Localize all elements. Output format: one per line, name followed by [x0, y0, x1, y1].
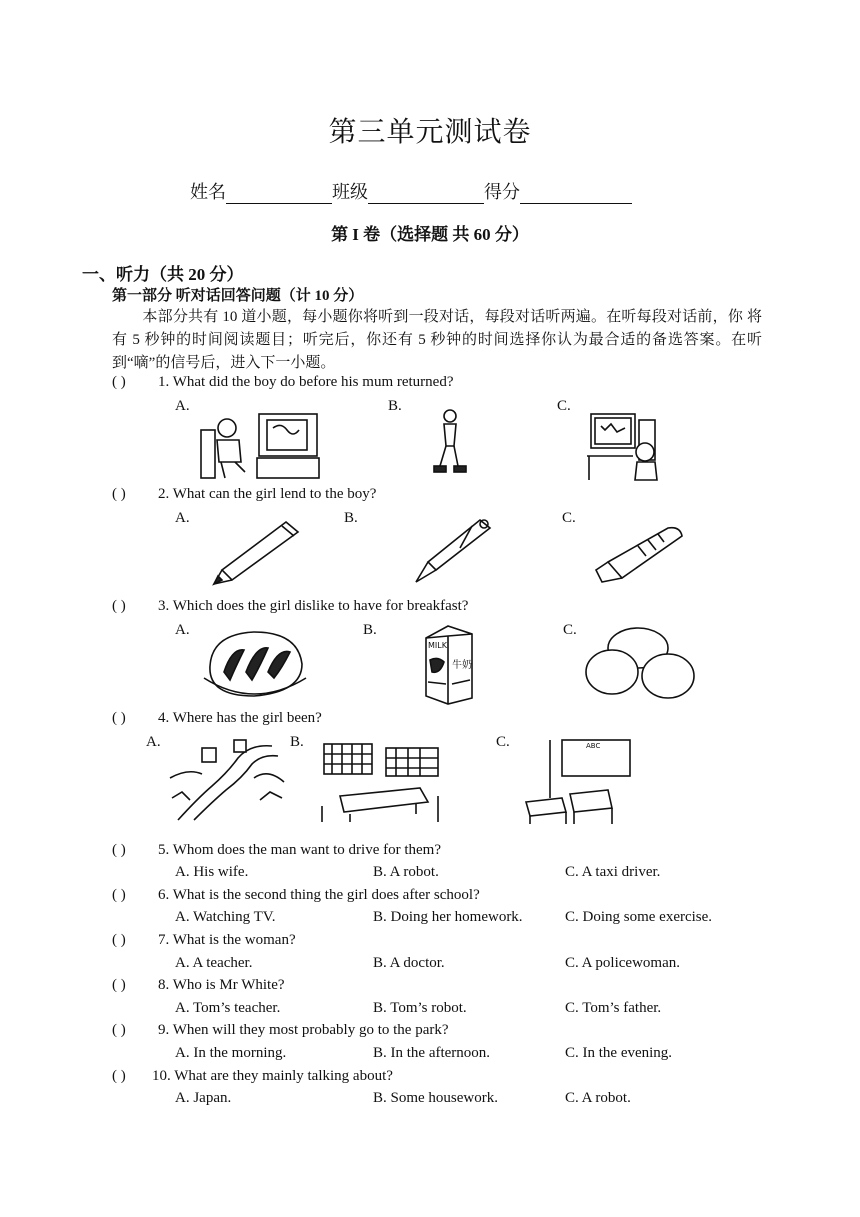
- question-text: What are they mainly talking about?: [174, 1068, 393, 1084]
- question-text: Whom does the man want to drive for them?: [172, 842, 441, 858]
- option-c[interactable]: C.: [563, 622, 577, 638]
- question-text: What is the woman?: [172, 932, 296, 948]
- option-a[interactable]: A.: [146, 734, 161, 750]
- boy-watching-tv-image: [195, 410, 325, 482]
- question-text: Where has the girl been?: [172, 710, 322, 726]
- answer-paren[interactable]: ( ): [112, 932, 126, 948]
- bread-image: [202, 626, 308, 702]
- question-text: Who is Mr White?: [172, 977, 285, 993]
- milk-cn-label: 牛奶: [452, 660, 472, 671]
- pencil-image: [210, 518, 302, 588]
- board-text: ABC: [586, 742, 601, 750]
- question-number: 7.: [158, 932, 170, 948]
- question-text: When will they most probably go to the park?: [172, 1022, 449, 1038]
- question-number: 9.: [158, 1022, 170, 1038]
- option-c[interactable]: C. A policewoman.: [565, 955, 680, 971]
- question-2: [112, 486, 376, 503]
- class-label: 班级: [332, 182, 368, 203]
- volume-heading: 第 I 卷（选择题 共 60 分）: [331, 225, 529, 244]
- score-blank[interactable]: [520, 185, 632, 204]
- question-8: [112, 977, 285, 994]
- option-c[interactable]: C. A taxi driver.: [565, 864, 661, 880]
- answer-paren[interactable]: ( ): [112, 887, 126, 903]
- option-a[interactable]: A.: [175, 622, 190, 638]
- option-b[interactable]: B.: [388, 398, 402, 414]
- option-a[interactable]: A. Watching TV.: [175, 909, 276, 925]
- option-c[interactable]: C. In the evening.: [565, 1045, 673, 1061]
- question-text: Which does the girl dislike to have for breakfast?: [172, 598, 469, 614]
- instructions: 本部分共有 10 道小题，每小题你将听到一段对话，每段对话听两遍。在听每段对话前，你 将有 5 秒钟的时间阅读题目；听完后，你还有 5 秒钟的时间选择你认为最合适的备选答案。在听 到“嘀”的信号后，进入下一小题。: [112, 309, 762, 371]
- part-heading: 第一部分 听对话回答问题（计 10 分）: [112, 288, 364, 304]
- option-c[interactable]: C. Tom’s father.: [565, 1000, 662, 1016]
- page-title: 第三单元测试卷: [328, 115, 532, 148]
- option-a[interactable]: A.: [175, 398, 190, 414]
- answer-paren[interactable]: ( ): [112, 1068, 126, 1084]
- option-a[interactable]: A. Japan.: [175, 1090, 232, 1106]
- name-label: 姓名: [190, 182, 226, 203]
- answer-paren[interactable]: ( ): [112, 598, 126, 614]
- option-c[interactable]: C. Doing some exercise.: [565, 909, 713, 925]
- option-b[interactable]: B.: [290, 734, 304, 750]
- option-b[interactable]: B. In the afternoon.: [373, 1045, 491, 1061]
- option-b[interactable]: B. A robot.: [373, 864, 439, 880]
- milk-carton-image: [418, 622, 482, 706]
- score-label: 得分: [484, 182, 520, 203]
- great-wall-image: [168, 738, 286, 824]
- option-b[interactable]: B. Some housework.: [373, 1090, 498, 1106]
- option-c[interactable]: C.: [496, 734, 510, 750]
- eggs-image: [584, 624, 696, 702]
- section-heading: 一、听力（共 20 分）: [82, 265, 244, 284]
- option-a[interactable]: A. In the morning.: [175, 1045, 287, 1061]
- question-number: 4.: [158, 710, 170, 726]
- question-number: 6.: [158, 887, 170, 903]
- option-a[interactable]: A. A teacher.: [175, 955, 253, 971]
- name-blank[interactable]: [226, 185, 332, 204]
- question-6: [112, 887, 480, 904]
- answer-paren[interactable]: ( ): [112, 977, 126, 993]
- option-c[interactable]: C.: [557, 398, 571, 414]
- question-9: [112, 1022, 449, 1039]
- option-a[interactable]: A. His wife.: [175, 864, 249, 880]
- answer-paren[interactable]: ( ): [112, 1022, 126, 1038]
- option-a[interactable]: A. Tom’s teacher.: [175, 1000, 281, 1016]
- answer-paren[interactable]: ( ): [112, 486, 126, 502]
- boy-using-computer-image: [585, 412, 667, 484]
- question-5: [112, 842, 441, 859]
- question-text: What is the second thing the girl does after school?: [172, 887, 480, 903]
- question-text: What did the boy do before his mum returned?: [172, 374, 454, 390]
- question-text: What can the girl lend to the boy?: [172, 486, 377, 502]
- question-number: 3.: [158, 598, 170, 614]
- option-c[interactable]: C.: [562, 510, 576, 526]
- option-a[interactable]: A.: [175, 510, 190, 526]
- question-number: 1.: [158, 374, 170, 390]
- question-number: 2.: [158, 486, 170, 502]
- option-c[interactable]: C. A robot.: [565, 1090, 631, 1106]
- option-b[interactable]: B.: [344, 510, 358, 526]
- student-info-line: [190, 178, 632, 204]
- question-1: [112, 374, 454, 391]
- library-image: [320, 740, 442, 822]
- option-b[interactable]: B. A doctor.: [373, 955, 445, 971]
- answer-paren[interactable]: ( ): [112, 710, 126, 726]
- boy-skating-image: [430, 408, 470, 480]
- option-b[interactable]: B. Tom’s robot.: [373, 1000, 467, 1016]
- milk-label: MILK: [428, 641, 447, 650]
- pen-image: [410, 514, 496, 588]
- classroom-image: [522, 738, 632, 824]
- class-blank[interactable]: [368, 185, 484, 204]
- marker-pen-image: [588, 518, 688, 590]
- question-4: [112, 710, 322, 727]
- question-10: [112, 1068, 393, 1085]
- option-b[interactable]: B. Doing her homework.: [373, 909, 523, 925]
- answer-paren[interactable]: ( ): [112, 374, 126, 390]
- question-number: 5.: [158, 842, 170, 858]
- question-number: 8.: [158, 977, 170, 993]
- answer-paren[interactable]: ( ): [112, 842, 126, 858]
- question-3: [112, 598, 468, 615]
- option-b[interactable]: B.: [363, 622, 377, 638]
- question-7: [112, 932, 296, 949]
- question-number: 10.: [152, 1068, 171, 1084]
